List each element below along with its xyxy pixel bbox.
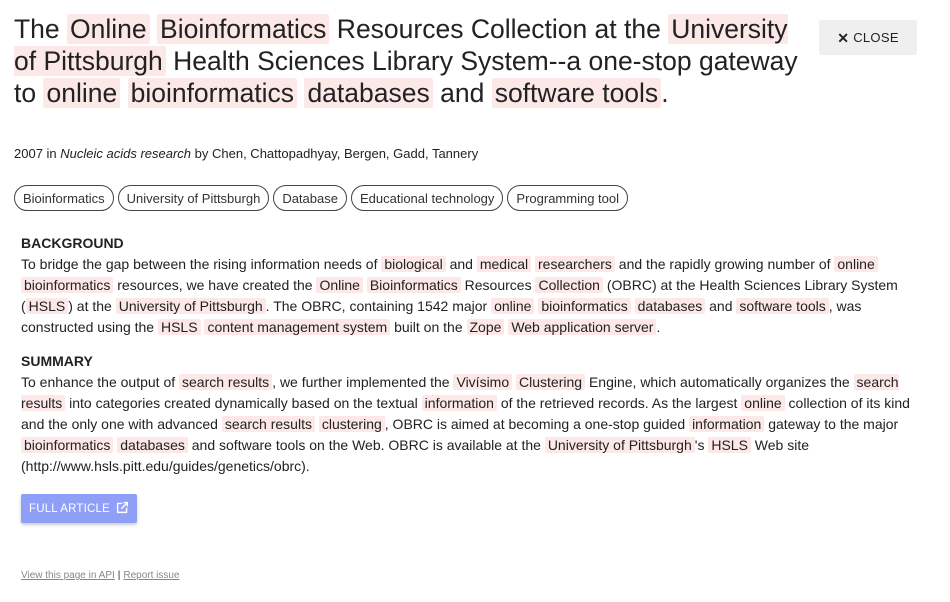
highlighted-term: Vivísimo: [453, 374, 512, 390]
highlighted-term: bioinformatics: [21, 437, 113, 453]
highlighted-term: software tools: [736, 298, 828, 314]
tag-university-of-pittsburgh[interactable]: University of Pittsburgh: [118, 185, 270, 211]
summary-heading: SUMMARY: [21, 353, 93, 369]
authors: by Chen, Chattopadhyay, Bergen, Gadd, Tannery: [191, 146, 479, 161]
highlighted-term: biological: [381, 256, 445, 272]
highlighted-term: databases: [304, 78, 432, 108]
highlighted-term: Bioinformatics: [367, 277, 461, 293]
highlighted-term: bioinformatics: [538, 298, 630, 314]
highlighted-term: Online: [316, 277, 362, 293]
highlighted-term: search results: [179, 374, 272, 390]
highlighted-term: University of Pittsburgh: [14, 14, 788, 76]
full-article-label: FULL ARTICLE: [28, 502, 110, 515]
close-button[interactable]: [819, 20, 917, 55]
tag-list: [14, 185, 628, 211]
background-text: To bridge the gap between the rising information needs of biological and medical researchers and the rapidly growing number of online bioinformatics resources, we have created the Online Bioinformatics Resources Collection (OBRC) at the Health Sciences Library System ( HSLS ) at the University of Pittsburgh . The OBRC, containing 1542 major online bioinformatics databases and software tools , was constructed using the HSLS content management system built on the Zope Web application server .: [21, 256, 898, 335]
highlighted-term: online: [834, 256, 877, 272]
highlighted-term: medical: [477, 256, 531, 272]
highlighted-term: Collection: [535, 277, 602, 293]
tag-educational-technology[interactable]: Educational technology: [351, 185, 503, 211]
highlighted-term: information: [422, 395, 497, 411]
report-issue-link[interactable]: Report issue: [123, 570, 180, 581]
publication-year: 2007: [14, 146, 43, 161]
external-link-icon: [116, 501, 129, 517]
summary-section: [21, 351, 911, 477]
highlighted-term: online: [491, 298, 534, 314]
highlighted-term: Online: [67, 14, 150, 44]
journal-name: Nucleic acids research: [60, 146, 192, 161]
close-label: CLOSE: [853, 30, 899, 45]
highlighted-term: HSLS: [708, 437, 751, 453]
highlighted-term: University of Pittsburgh: [545, 437, 695, 453]
tag-bioinformatics[interactable]: Bioinformatics: [14, 185, 114, 211]
highlighted-term: University of Pittsburgh: [116, 298, 266, 314]
highlighted-term: Bioinformatics: [157, 14, 329, 44]
article-title: The Online Bioinformatics Resources Collection at the University of Pittsburgh Health Sciences Library System--a one-stop gateway to online bioinformatics databases and software tools .: [14, 14, 798, 108]
full-article-button[interactable]: [21, 494, 137, 523]
close-icon: ✕: [837, 29, 850, 46]
highlighted-term: researchers: [535, 256, 615, 272]
view-api-link[interactable]: View this page in API: [21, 570, 115, 581]
tag-database[interactable]: Database: [273, 185, 347, 211]
highlighted-term: Clustering: [516, 374, 585, 390]
tag-programming-tool[interactable]: Programming tool: [507, 185, 628, 211]
highlighted-term: software tools: [492, 78, 662, 108]
summary-text: To enhance the output of search results , we further implemented the Vivísimo Clustering Engine, which automatically organizes the search results into categories created dynamically based on the textual information of the retrieved records. As the largest online collection of its kind and the only one with advanced search results clustering , OBRC is aimed at becoming a one-stop guided information gateway to the major bioinformatics databases and software tools on the Web. OBRC is available at the University of Pittsburgh 's HSLS Web site (http://www.hsls.pitt.edu/guides/genetics/obrc).: [21, 374, 910, 474]
footer-separator: |: [117, 570, 121, 581]
highlighted-term: HSLS: [26, 298, 69, 314]
highlighted-term: Zope: [467, 319, 505, 335]
highlighted-term: search results: [222, 416, 315, 432]
highlighted-term: Web application server: [508, 319, 656, 335]
highlighted-term: bioinformatics: [21, 277, 113, 293]
article-meta: [14, 146, 478, 161]
highlighted-term: databases: [635, 298, 706, 314]
meta-in: in: [42, 146, 61, 161]
background-heading: BACKGROUND: [21, 235, 124, 251]
highlighted-term: information: [689, 416, 764, 432]
background-section: [21, 233, 911, 338]
highlighted-term: bioinformatics: [128, 78, 297, 108]
footer: [21, 570, 180, 581]
highlighted-term: content management system: [204, 319, 390, 335]
highlighted-term: search results: [21, 374, 899, 411]
highlighted-term: databases: [117, 437, 188, 453]
highlighted-term: online: [43, 78, 120, 108]
highlighted-term: HSLS: [158, 319, 201, 335]
highlighted-term: clustering: [319, 416, 385, 432]
highlighted-term: online: [741, 395, 784, 411]
